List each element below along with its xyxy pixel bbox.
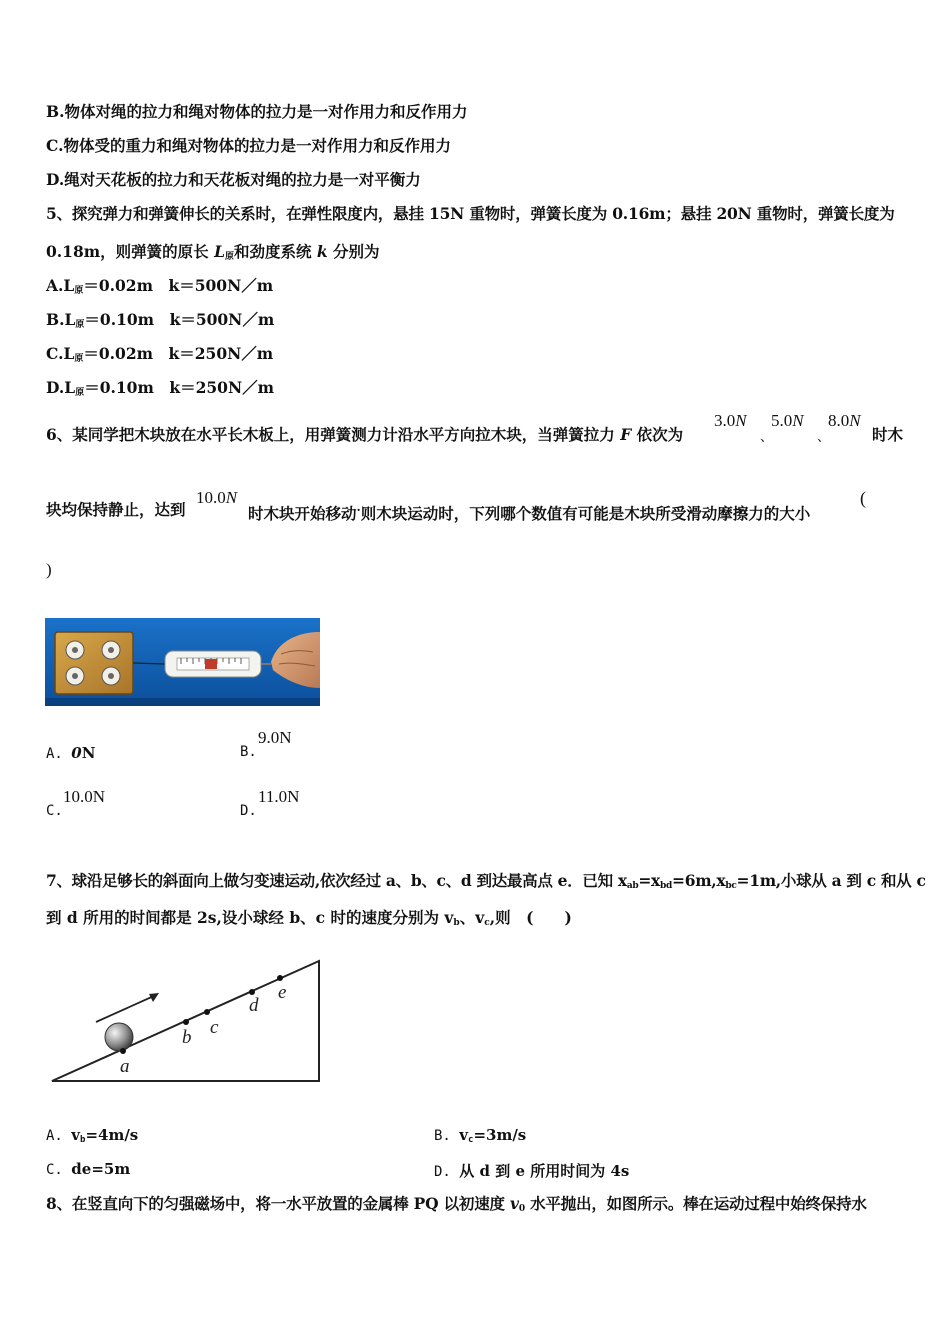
q4-option-c: C.物体受的重力和绳对物体的拉力是一对作用力和反作用力 [46,136,451,155]
motion-arrow [96,995,156,1022]
q6-sep-1: 、 [760,430,774,445]
q6-option-d-value: 11.0N [258,787,300,806]
q6-paren-close: ) [46,560,52,579]
label-c: c [210,1017,219,1038]
q6-spring-scale-photo [45,618,320,706]
q6-stem-line1: 6、某同学把木块放在水平长木板上，用弹簧测力计沿水平方向拉木块，当弹簧拉力 F 依次为 [46,425,684,444]
q5-option-d: $D.L_原=0.10m$ k＝250N／m [46,378,275,398]
label-e: e [278,982,287,1003]
q7-stem-line1: 7、球沿足够长的斜面向上做匀变速运动,依次经过 a、b、c、d 到达最高点 e．已知 $x_{ab}=x_{bd}=6m,x_{bc}=1m$,小球从 a 到 c 和从 c [46,871,926,891]
point-e [277,975,283,981]
q6-force-3: 8.0N [828,411,861,430]
q6-option-c-label[interactable]: C. [46,803,63,819]
q6-force-1: 3.0N [714,411,747,430]
q6-paren-open: ( [860,488,866,508]
q7-stem-line2: 到 d 所用的时间都是 2s,设小球经 b、c 时的速度分别为 $v_b$、$v_c$,则 ( ) [46,908,572,928]
q6-stem-line1-end: 时木 [872,425,904,444]
q6-force-4: 10.0N [196,488,238,507]
q5-stem-line1: 5、探究弹力和弹簧伸长的关系时，在弹性限度内，悬挂 15N 重物时，弹簧长度为 0.16m；悬挂 20N 重物时，弹簧长度为 [46,204,895,223]
point-c [204,1009,210,1015]
q6-stem-line2-a: 块均保持静止，达到 [46,500,186,519]
q4-option-b: B.物体对绳的拉力和绳对物体的拉力是一对作用力和反作用力 [46,102,468,121]
q6-option-a[interactable]: A. 0N [46,744,96,762]
label-b: b [182,1027,192,1048]
q8-stem-line1: 8、在竖直向下的匀强磁场中，将一水平放置的金属棒 PQ 以初速度 $v_0$ 水平抛出，如图所示。棒在运动过程中始终保持水 [46,1194,867,1214]
q7-option-a[interactable]: A. $v_b=4m/s$ [46,1126,139,1145]
q6-sep-2: 、 [817,430,831,445]
point-a [120,1048,126,1054]
q5-stem-line2: 0.18m，则弹簧的原长 $L_原$和劲度系统 k 分别为 [46,242,380,262]
q5-option-c: $C.L_原=0.02m$ k＝250N／m [46,344,274,364]
q7-option-b[interactable]: B. $v_c=3m/s$ [434,1126,527,1145]
q5-option-b: $B.L_原=0.10m$ k＝500N／m [46,310,275,330]
label-d: d [249,995,259,1016]
ball [105,1023,133,1051]
q6-option-d-label[interactable]: D. [240,803,257,819]
q6-stem-line2-b: 时木块开始移动·则木块运动时，下列哪个数值有可能是木块所受滑动摩擦力的大小 [248,503,811,523]
q6-option-b-label[interactable]: B. [240,744,257,760]
q4-option-d: D.绳对天花板的拉力和天花板对绳的拉力是一对平衡力 [46,170,421,189]
q7-option-d[interactable]: D. 从 d 到 e 所用时间为 4s [434,1162,630,1180]
q6-option-c-value: 10.0N [63,787,106,806]
q7-option-c[interactable]: C. de=5m [46,1160,131,1178]
q6-option-b-value: 9.0N [258,728,292,747]
q7-incline-diagram [46,950,326,1090]
label-a: a [120,1056,130,1077]
q5-option-a: $A.L_原=0.02m$ k＝500N／m [46,276,274,296]
q6-force-2: 5.0N [771,411,804,430]
point-b [183,1019,189,1025]
